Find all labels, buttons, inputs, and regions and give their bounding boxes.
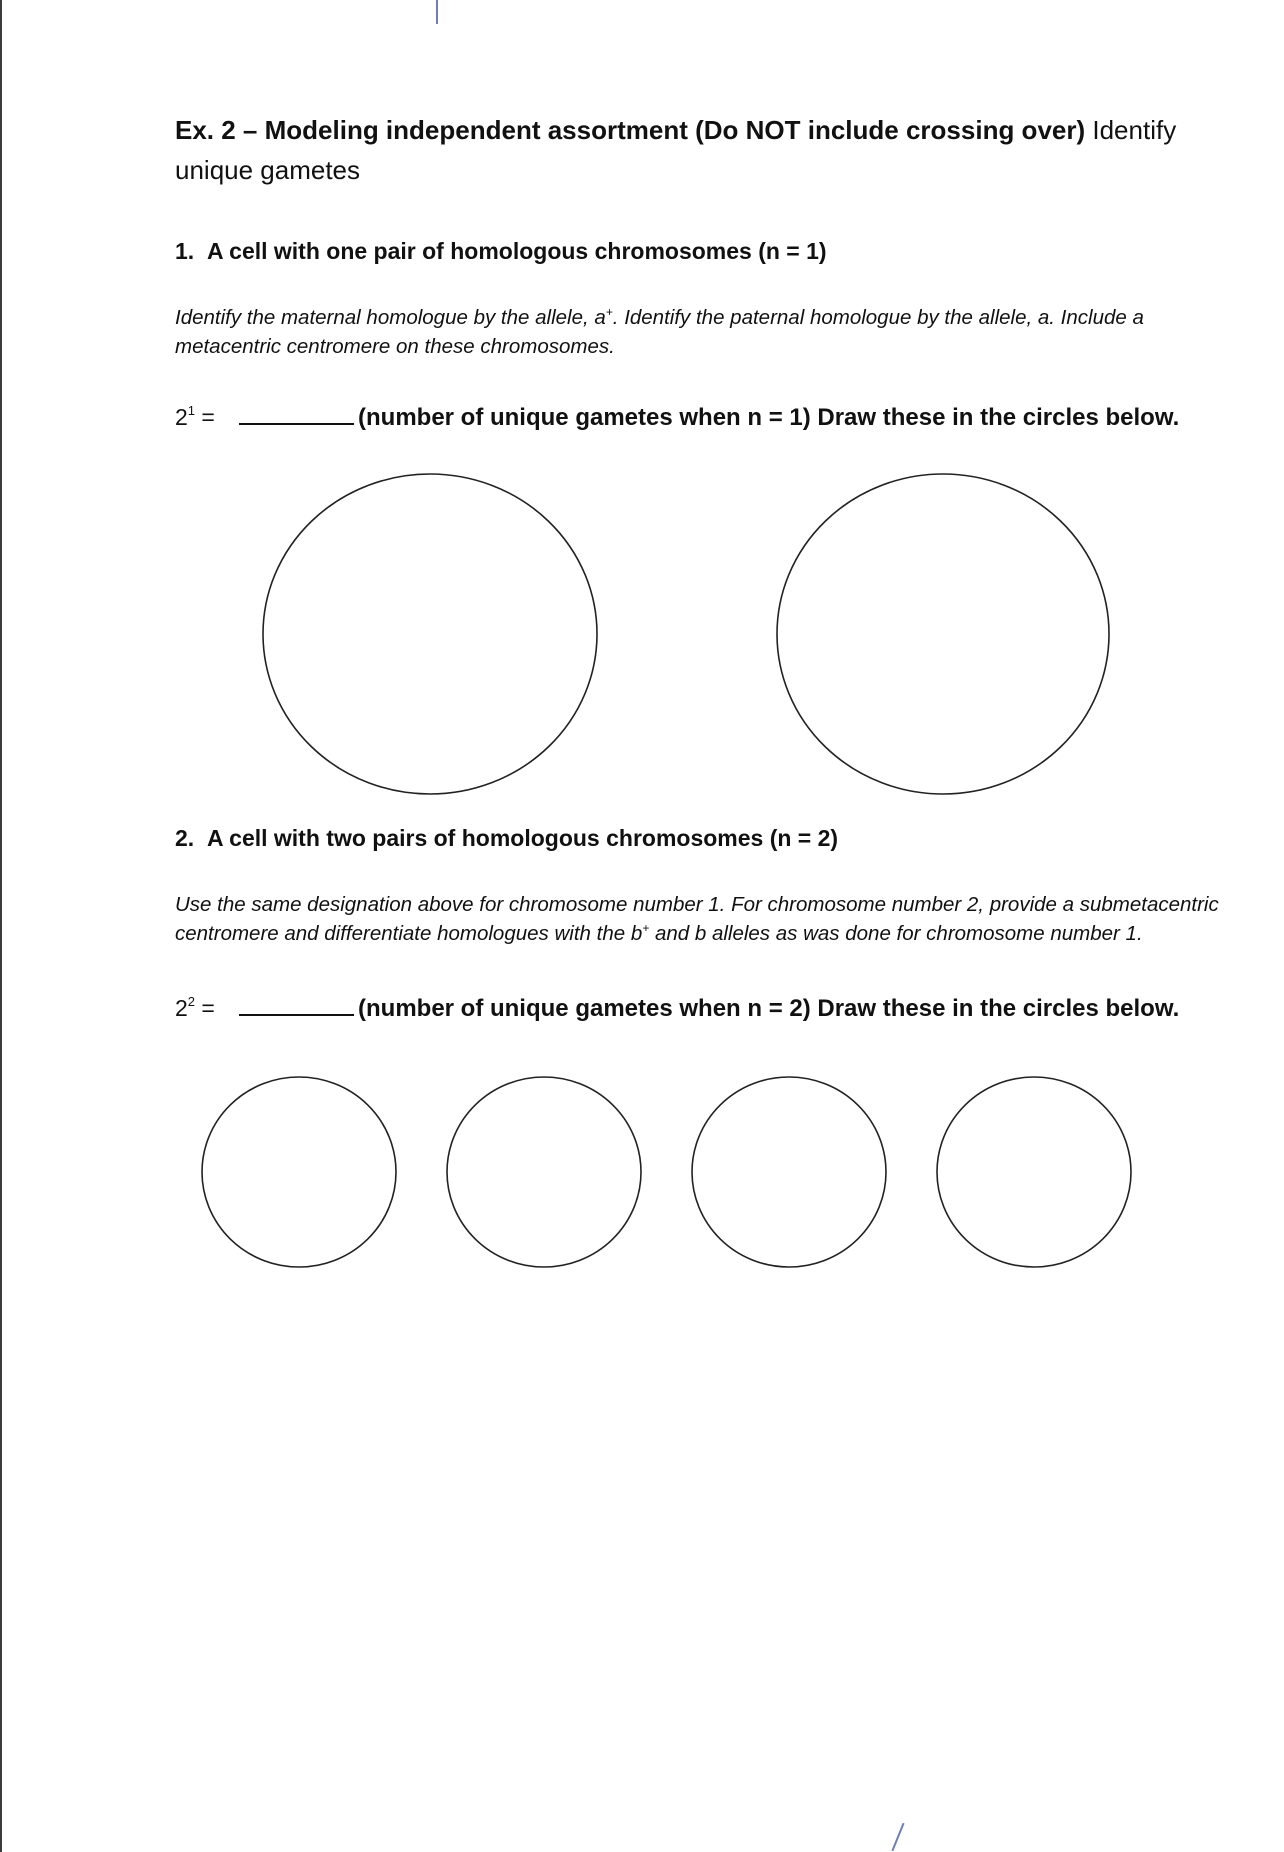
- exercise-title-normal: Identify unique gametes: [175, 115, 1177, 185]
- gamete-circle[interactable]: [937, 1077, 1131, 1267]
- question-2-number: 2.: [175, 825, 195, 851]
- question-2-description: (number of unique gametes when n = 2) Draw these in the circles below.: [358, 995, 1180, 1022]
- q1-instr-part-a: Identify the maternal homologue by the allele, a: [175, 306, 606, 329]
- gamete-circle[interactable]: [263, 474, 597, 794]
- question-2-instruction-line-1: Use the same designation above for chromosome number 1. For chromosome number 2, provide a submetacentric: [175, 893, 1219, 916]
- q1-eq-suffix: =: [195, 404, 215, 430]
- q2-instr-sup: +: [642, 921, 650, 935]
- q1-eq-exp: 1: [187, 403, 196, 418]
- gamete-circle[interactable]: [202, 1077, 396, 1267]
- exercise-title-bold: Ex. 2 – Modeling independent assortment (Do NOT include crossing over): [175, 115, 1086, 145]
- q2-eq-suffix: =: [195, 995, 215, 1021]
- q1-instr-part-b: . Identify the paternal homologue by the allele, a. Include a: [612, 306, 1144, 329]
- question-2-gamete-circles: [202, 1077, 1131, 1267]
- gamete-circle[interactable]: [692, 1077, 886, 1267]
- question-1-description: (number of unique gametes when n = 1) Draw these in the circles below.: [358, 404, 1180, 431]
- gamete-circle[interactable]: [447, 1077, 641, 1267]
- question-1-instruction-line-2: metacentric centromere on these chromosomes.: [175, 335, 615, 358]
- q2-instr-part-b: and b alleles as was done for chromosome number 1.: [649, 922, 1143, 945]
- q2-eq-base: 2: [175, 995, 188, 1021]
- question-2-heading-text: A cell with two pairs of homologous chromosomes (n = 2): [207, 825, 839, 851]
- q2-eq-exp: 2: [187, 994, 196, 1009]
- question-1-heading-text: A cell with one pair of homologous chromosomes (n = 1): [207, 238, 827, 264]
- q1-eq-base: 2: [175, 404, 188, 430]
- q1-instr-sup: +: [605, 305, 613, 319]
- q2-instr-part-a: centromere and differentiate homologues with the b: [175, 922, 643, 945]
- question-1-gamete-circles: [263, 474, 1109, 794]
- question-1-number: 1.: [175, 238, 195, 264]
- gamete-circle[interactable]: [777, 474, 1109, 794]
